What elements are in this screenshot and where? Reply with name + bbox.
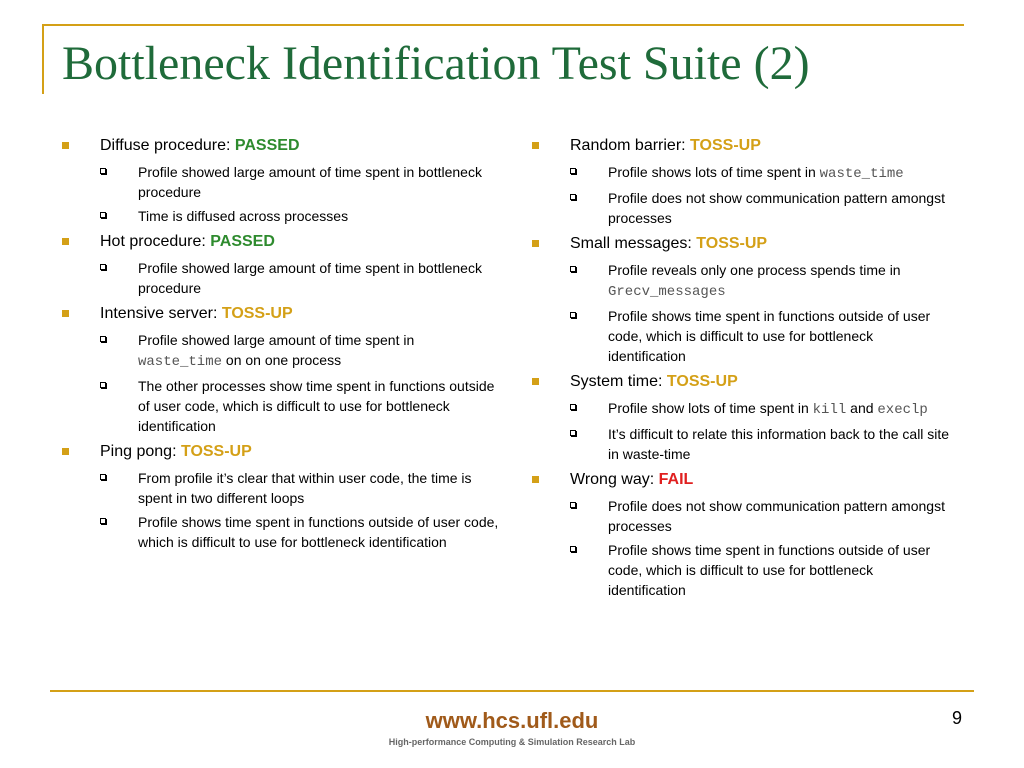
bullet-item (532, 136, 952, 228)
sub-text-after: on on one process (222, 352, 342, 368)
footer-lab-name: High-performance Computing & Simulation Research Lab (388, 737, 636, 747)
sub-bullet-icon (570, 312, 576, 318)
sub-text: It’s difficult to relate this information back to the call site in waste-time (608, 426, 950, 462)
sub-item (570, 162, 952, 184)
slide-title: Bottleneck Identification Test Suite (2) (62, 37, 810, 90)
sub-item (570, 398, 952, 420)
bullet-square-icon (532, 142, 539, 149)
sub-bullet-icon (570, 546, 576, 552)
status-passed: PASSED (210, 233, 275, 250)
sub-text: From profile it’s clear that within user code, the time is spent in two different loops (138, 470, 472, 506)
sub-list (100, 258, 502, 298)
sub-bullet-icon (100, 264, 106, 270)
bullet-item (62, 136, 502, 226)
sub-item (570, 424, 952, 464)
code-text: waste_time (138, 354, 223, 370)
footer-url[interactable]: www.hcs.ufl.edu (425, 708, 599, 733)
status-tossup: TOSS-UP (696, 235, 768, 252)
sub-bullet-icon (570, 194, 576, 200)
sub-text: Profile shows lots of time spent in (608, 164, 820, 180)
sub-text: Profile showed large amount of time spent in bottleneck procedure (138, 260, 482, 296)
sub-text: Profile show lots of time spent in (608, 400, 813, 416)
sub-item (100, 468, 502, 508)
sub-text: The other processes show time spent in functions outside of user code, which is difficult to use for bottleneck identification (138, 378, 495, 434)
sub-list (570, 496, 952, 600)
sub-bullet-icon (570, 266, 576, 272)
sub-text: Profile shows time spent in functions outside of user code, which is difficult to use for bottleneck identification (608, 542, 931, 598)
sub-list (570, 162, 952, 228)
sub-bullet-icon (100, 474, 106, 480)
bullet-square-icon (62, 448, 69, 455)
status-tossup: TOSS-UP (690, 137, 761, 154)
bullet-item (62, 442, 502, 552)
sub-text: Time is diffused across processes (138, 208, 349, 224)
right-column (532, 136, 952, 606)
sub-text: Profile shows time spent in functions outside of user code, which is difficult to use for bottleneck identification (608, 308, 931, 364)
bullet-item (62, 232, 502, 298)
title-frame-vertical (42, 24, 44, 94)
bullet-square-icon (62, 142, 69, 149)
bullet-label: Small messages: (570, 235, 697, 252)
sub-list (100, 162, 502, 226)
sub-item (100, 162, 502, 202)
sub-list (570, 398, 952, 464)
left-column (62, 136, 502, 558)
sub-bullet-icon (100, 518, 106, 524)
bullet-item (532, 372, 952, 464)
bullet-label: Diffuse procedure: (100, 137, 235, 154)
status-fail: FAIL (658, 471, 694, 488)
bullet-label: Ping pong: (100, 443, 181, 460)
sub-bullet-icon (100, 336, 106, 342)
sub-text: Profile showed large amount of time spent in bottleneck procedure (138, 164, 482, 200)
status-tossup: TOSS-UP (221, 305, 293, 322)
sub-item (100, 206, 502, 226)
sub-bullet-icon (100, 168, 106, 174)
sub-item (570, 306, 952, 366)
sub-item (570, 188, 952, 228)
bullet-label: System time: (570, 373, 667, 390)
sub-item (570, 496, 952, 536)
bullet-square-icon (532, 240, 539, 247)
bullet-label: Hot procedure: (100, 233, 211, 250)
code-text: Grecv_messages (608, 284, 726, 300)
sub-item (570, 260, 952, 302)
sub-text: Profile showed large amount of time spent in (138, 332, 415, 348)
bullet-square-icon (62, 238, 69, 245)
bullet-item (62, 304, 502, 436)
code-text: kill (812, 402, 847, 418)
sub-bullet-icon (100, 382, 106, 388)
page-number: 9 (952, 708, 963, 728)
sub-item (100, 376, 502, 436)
sub-text: Profile reveals only one process spends time in (608, 262, 901, 278)
bullet-square-icon (532, 476, 539, 483)
sub-bullet-icon (570, 168, 576, 174)
sub-item (100, 258, 502, 298)
bullet-label: Random barrier: (570, 137, 691, 154)
sub-bullet-icon (100, 212, 106, 218)
bullet-item (532, 470, 952, 600)
sub-list (100, 330, 502, 436)
status-tossup: TOSS-UP (180, 443, 252, 460)
sub-text-after: and (846, 400, 878, 416)
bullet-square-icon (62, 310, 69, 317)
sub-item (570, 540, 952, 600)
title-frame-horizontal (42, 24, 964, 26)
sub-bullet-icon (570, 404, 576, 410)
sub-item (100, 512, 502, 552)
bullet-item (532, 234, 952, 366)
code-text: execlp (877, 402, 928, 418)
sub-item (100, 330, 502, 372)
bullet-label: Wrong way: (570, 471, 659, 488)
sub-text: Profile does not show communication pattern amongst processes (608, 190, 945, 226)
bullet-label: Intensive server: (100, 305, 222, 322)
code-text: waste_time (819, 166, 904, 182)
sub-list (100, 468, 502, 552)
sub-text: Profile shows time spent in functions outside of user code, which is difficult to use for bottleneck identification (138, 514, 499, 550)
status-passed: PASSED (234, 137, 300, 154)
sub-bullet-icon (570, 502, 576, 508)
bullet-square-icon (532, 378, 539, 385)
sub-bullet-icon (570, 430, 576, 436)
sub-text: Profile does not show communication pattern amongst processes (608, 498, 945, 534)
footer-divider (50, 690, 974, 692)
status-tossup: TOSS-UP (666, 373, 738, 390)
sub-list (570, 260, 952, 366)
